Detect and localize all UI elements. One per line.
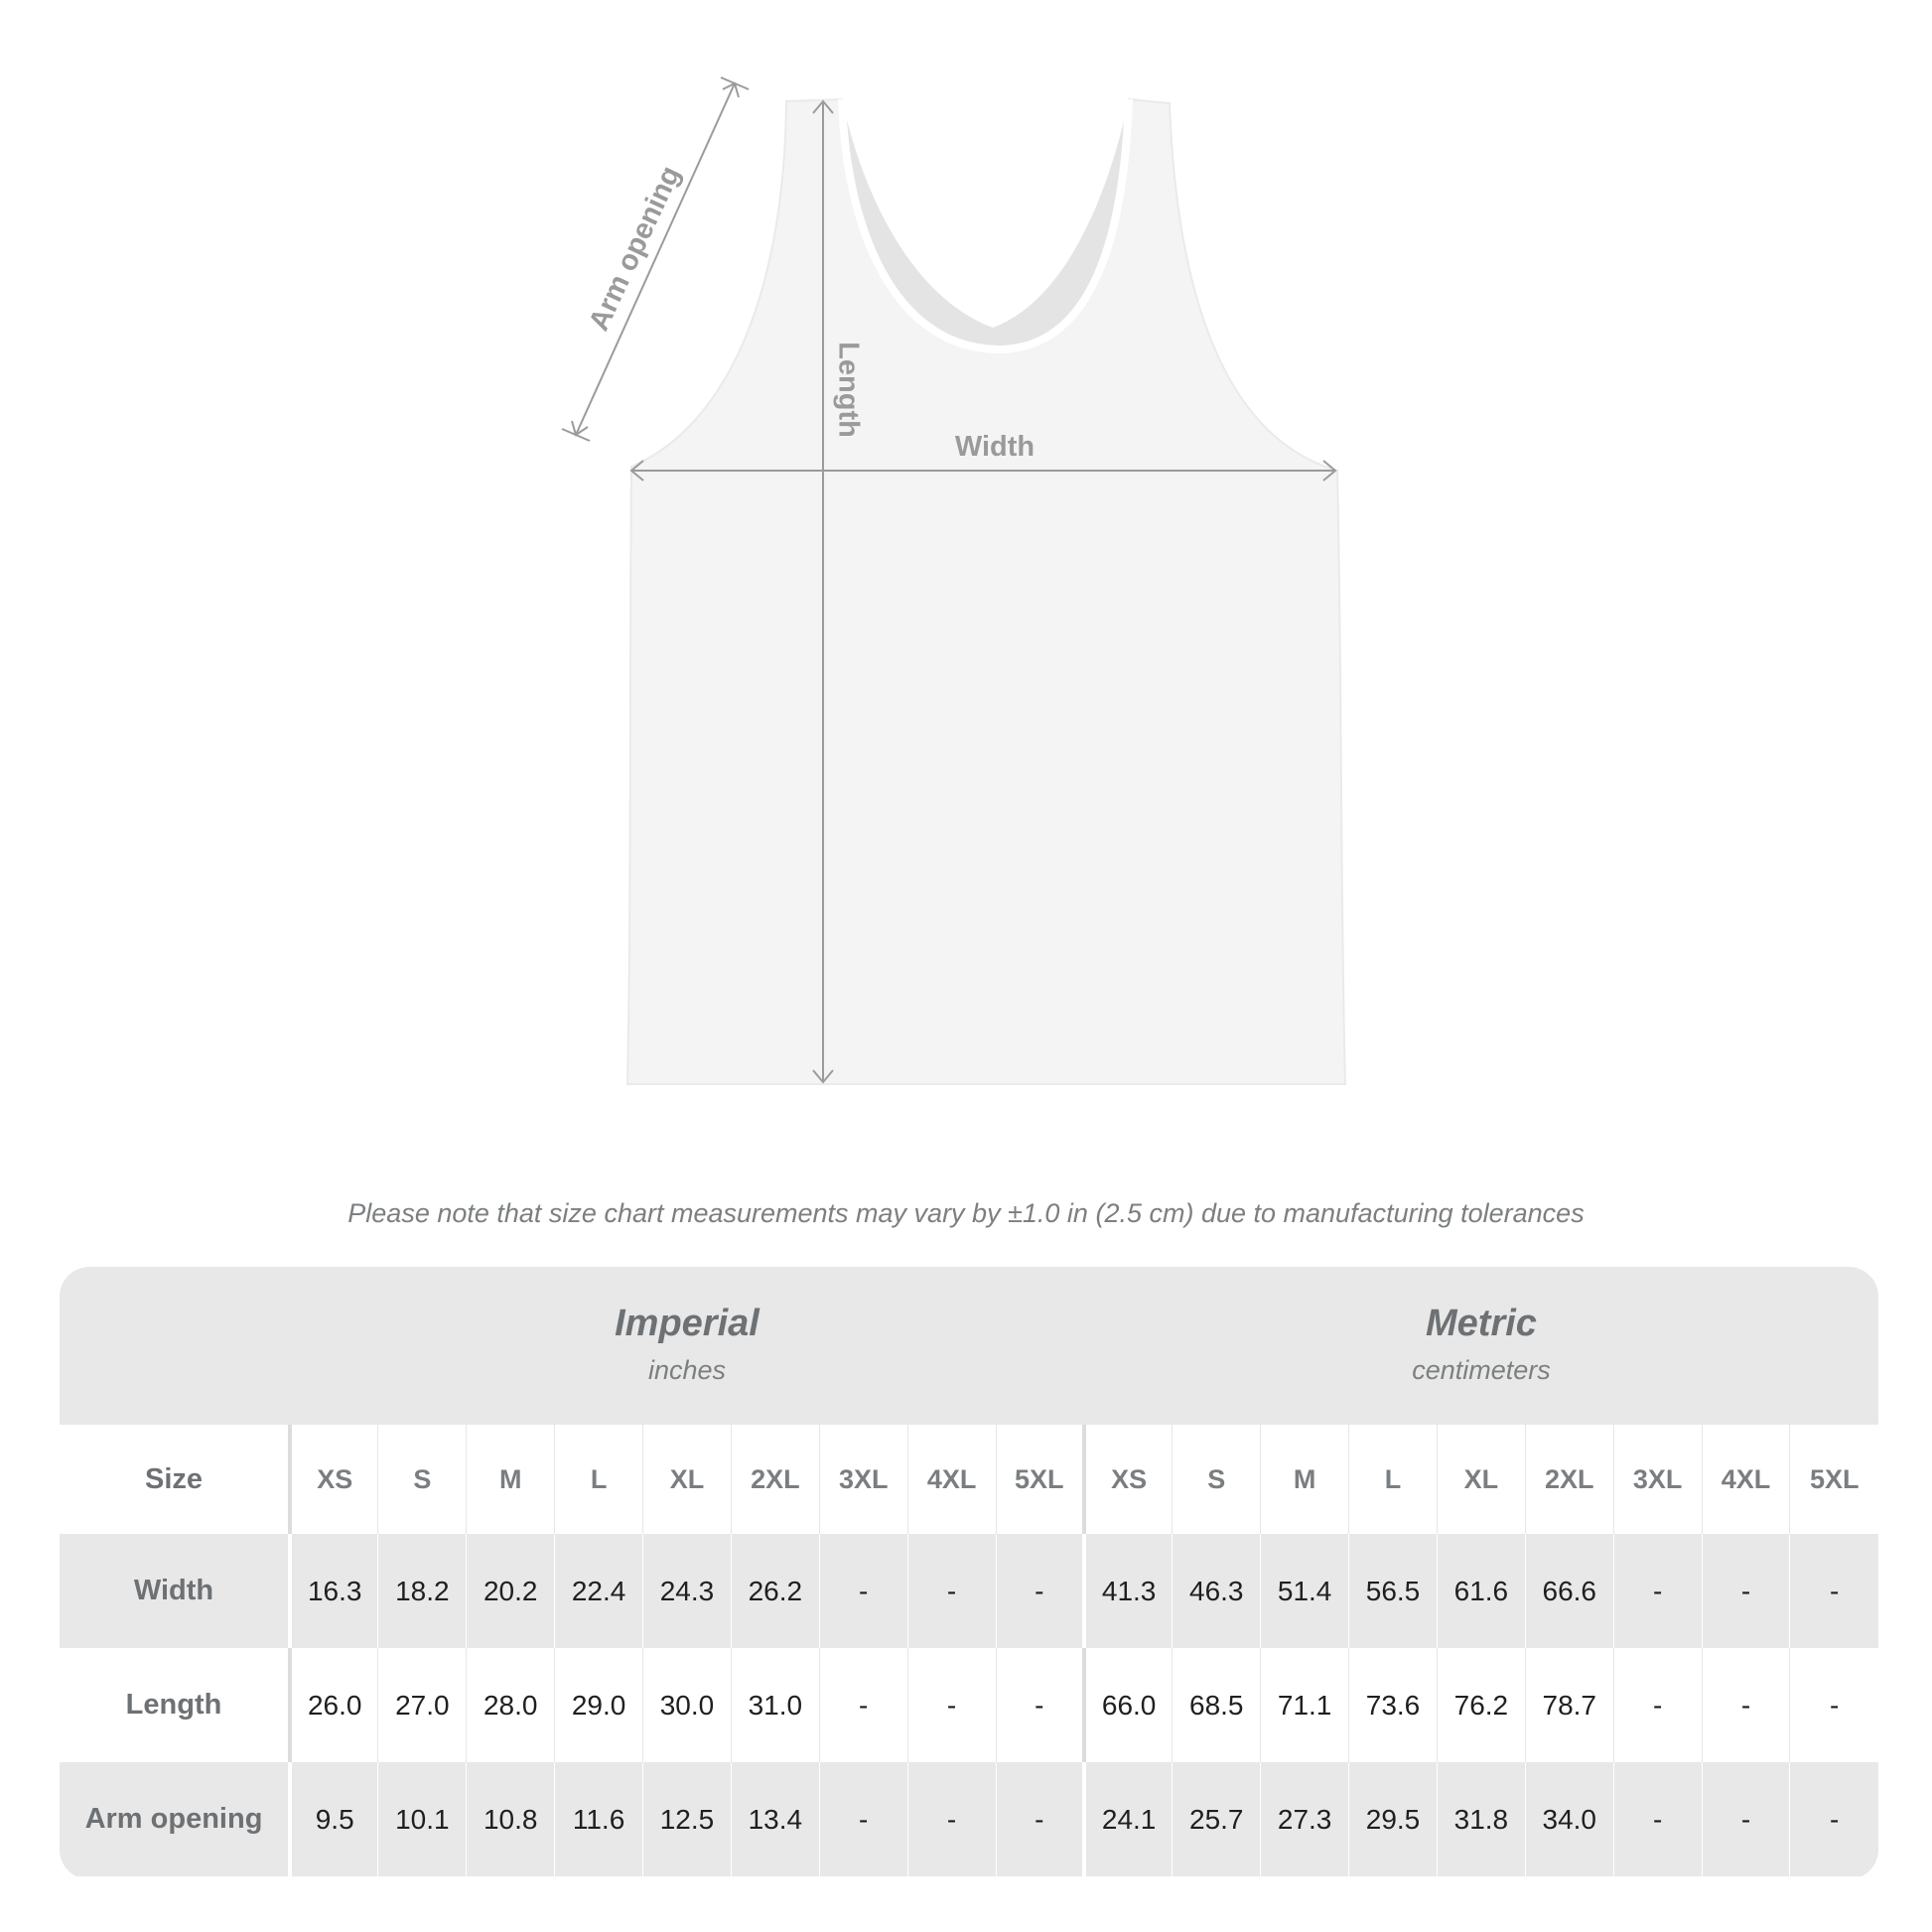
value-cell-r2-imperial-1: 10.1 — [378, 1762, 467, 1876]
length-label: Length — [832, 342, 865, 438]
value-cell-r0-metric-6: - — [1613, 1534, 1702, 1648]
imperial-title: Imperial — [615, 1303, 759, 1344]
row-label-arm-opening: Arm opening — [60, 1762, 290, 1876]
metric-header — [1084, 1267, 1878, 1425]
size-cell-metric-8: 5XL — [1790, 1425, 1878, 1534]
value-cell-r2-metric-8: - — [1790, 1762, 1878, 1876]
value-cell-r2-metric-0: 24.1 — [1084, 1762, 1173, 1876]
value-cell-r0-imperial-5: 26.2 — [731, 1534, 819, 1648]
metric-title: Metric — [1426, 1303, 1537, 1344]
value-cell-r1-imperial-7: - — [907, 1648, 996, 1762]
value-cell-r0-metric-5: 66.6 — [1525, 1534, 1613, 1648]
width-row — [60, 1534, 1878, 1648]
row-label-width: Width — [60, 1534, 290, 1648]
size-chart-table — [60, 1267, 1878, 1879]
value-cell-r1-imperial-3: 29.0 — [555, 1648, 643, 1762]
size-cell-imperial-5: 2XL — [731, 1425, 819, 1534]
value-cell-r1-metric-7: - — [1702, 1648, 1790, 1762]
value-cell-r1-metric-8: - — [1790, 1648, 1878, 1762]
value-cell-r2-imperial-0: 9.5 — [290, 1762, 378, 1876]
size-cell-imperial-6: 3XL — [819, 1425, 907, 1534]
value-cell-r1-imperial-2: 28.0 — [467, 1648, 555, 1762]
value-cell-r2-metric-7: - — [1702, 1762, 1790, 1876]
value-cell-r0-metric-8: - — [1790, 1534, 1878, 1648]
value-cell-r0-metric-3: 56.5 — [1349, 1534, 1438, 1648]
value-cell-r1-imperial-1: 27.0 — [378, 1648, 467, 1762]
size-cell-imperial-7: 4XL — [907, 1425, 996, 1534]
size-cell-metric-6: 3XL — [1613, 1425, 1702, 1534]
value-cell-r2-imperial-3: 11.6 — [555, 1762, 643, 1876]
tank-top-body — [627, 99, 1345, 1084]
value-cell-r1-imperial-4: 30.0 — [643, 1648, 732, 1762]
tolerance-note: Please note that size chart measurements may vary by ±1.0 in (2.5 cm) due to manufacturing tolerances — [347, 1198, 1585, 1228]
size-cell-imperial-0: XS — [290, 1425, 378, 1534]
value-cell-r2-metric-2: 27.3 — [1261, 1762, 1349, 1876]
size-cell-metric-2: M — [1261, 1425, 1349, 1534]
size-label: Size — [60, 1425, 290, 1534]
value-cell-r2-metric-4: 31.8 — [1437, 1762, 1525, 1876]
value-cell-r1-imperial-0: 26.0 — [290, 1648, 378, 1762]
value-cell-r1-imperial-6: - — [819, 1648, 907, 1762]
imperial-header — [290, 1267, 1084, 1425]
value-cell-r0-metric-4: 61.6 — [1437, 1534, 1525, 1648]
width-label: Width — [954, 431, 1035, 463]
size-cell-metric-0: XS — [1084, 1425, 1173, 1534]
arm-opening-row — [60, 1762, 1878, 1876]
value-cell-r0-imperial-3: 22.4 — [555, 1534, 643, 1648]
value-cell-r0-imperial-6: - — [819, 1534, 907, 1648]
value-cell-r1-metric-4: 76.2 — [1437, 1648, 1525, 1762]
value-cell-r0-imperial-7: - — [907, 1534, 996, 1648]
arm-opening-label: Arm opening — [583, 161, 687, 337]
value-cell-r0-metric-7: - — [1702, 1534, 1790, 1648]
value-cell-r0-imperial-0: 16.3 — [290, 1534, 378, 1648]
value-cell-r1-metric-3: 73.6 — [1349, 1648, 1438, 1762]
value-cell-r0-metric-1: 46.3 — [1173, 1534, 1261, 1648]
value-cell-r0-metric-0: 41.3 — [1084, 1534, 1173, 1648]
size-cell-metric-3: L — [1349, 1425, 1438, 1534]
size-cell-metric-5: 2XL — [1525, 1425, 1613, 1534]
value-cell-r2-metric-6: - — [1613, 1762, 1702, 1876]
value-cell-r1-imperial-8: - — [996, 1648, 1084, 1762]
value-cell-r0-imperial-4: 24.3 — [643, 1534, 732, 1648]
size-cell-metric-7: 4XL — [1702, 1425, 1790, 1534]
size-header-row — [60, 1425, 1878, 1534]
value-cell-r2-imperial-7: - — [907, 1762, 996, 1876]
size-cell-imperial-2: M — [467, 1425, 555, 1534]
size-cell-imperial-4: XL — [643, 1425, 732, 1534]
value-cell-r0-imperial-2: 20.2 — [467, 1534, 555, 1648]
value-cell-r0-imperial-1: 18.2 — [378, 1534, 467, 1648]
row-label-length: Length — [125, 1689, 222, 1721]
value-cell-r1-metric-0: 66.0 — [1084, 1648, 1173, 1762]
value-cell-r2-imperial-5: 13.4 — [731, 1762, 819, 1876]
length-row — [60, 1648, 1878, 1762]
value-cell-r2-metric-3: 29.5 — [1349, 1762, 1438, 1876]
value-cell-r2-metric-5: 34.0 — [1525, 1762, 1613, 1876]
value-cell-r2-imperial-2: 10.8 — [467, 1762, 555, 1876]
size-cell-imperial-3: L — [555, 1425, 643, 1534]
value-cell-r1-imperial-5: 31.0 — [731, 1648, 819, 1762]
unit-system-header-row — [60, 1267, 1878, 1425]
value-cell-r2-metric-1: 25.7 — [1173, 1762, 1261, 1876]
size-cell-imperial-1: S — [378, 1425, 467, 1534]
size-cell-imperial-8: 5XL — [996, 1425, 1084, 1534]
metric-unit: centimeters — [1412, 1355, 1551, 1385]
imperial-unit: inches — [647, 1355, 726, 1385]
value-cell-r0-imperial-8: - — [996, 1534, 1084, 1648]
value-cell-r2-imperial-4: 12.5 — [643, 1762, 732, 1876]
value-cell-r1-metric-2: 71.1 — [1261, 1648, 1349, 1762]
size-cell-metric-1: S — [1173, 1425, 1261, 1534]
value-cell-r2-imperial-8: - — [996, 1762, 1084, 1876]
size-cell-metric-4: XL — [1437, 1425, 1525, 1534]
value-cell-r1-metric-6: - — [1613, 1648, 1702, 1762]
value-cell-r1-metric-1: 68.5 — [1173, 1648, 1261, 1762]
value-cell-r0-metric-2: 51.4 — [1261, 1534, 1349, 1648]
value-cell-r2-imperial-6: - — [819, 1762, 907, 1876]
value-cell-r1-metric-5: 78.7 — [1525, 1648, 1613, 1762]
